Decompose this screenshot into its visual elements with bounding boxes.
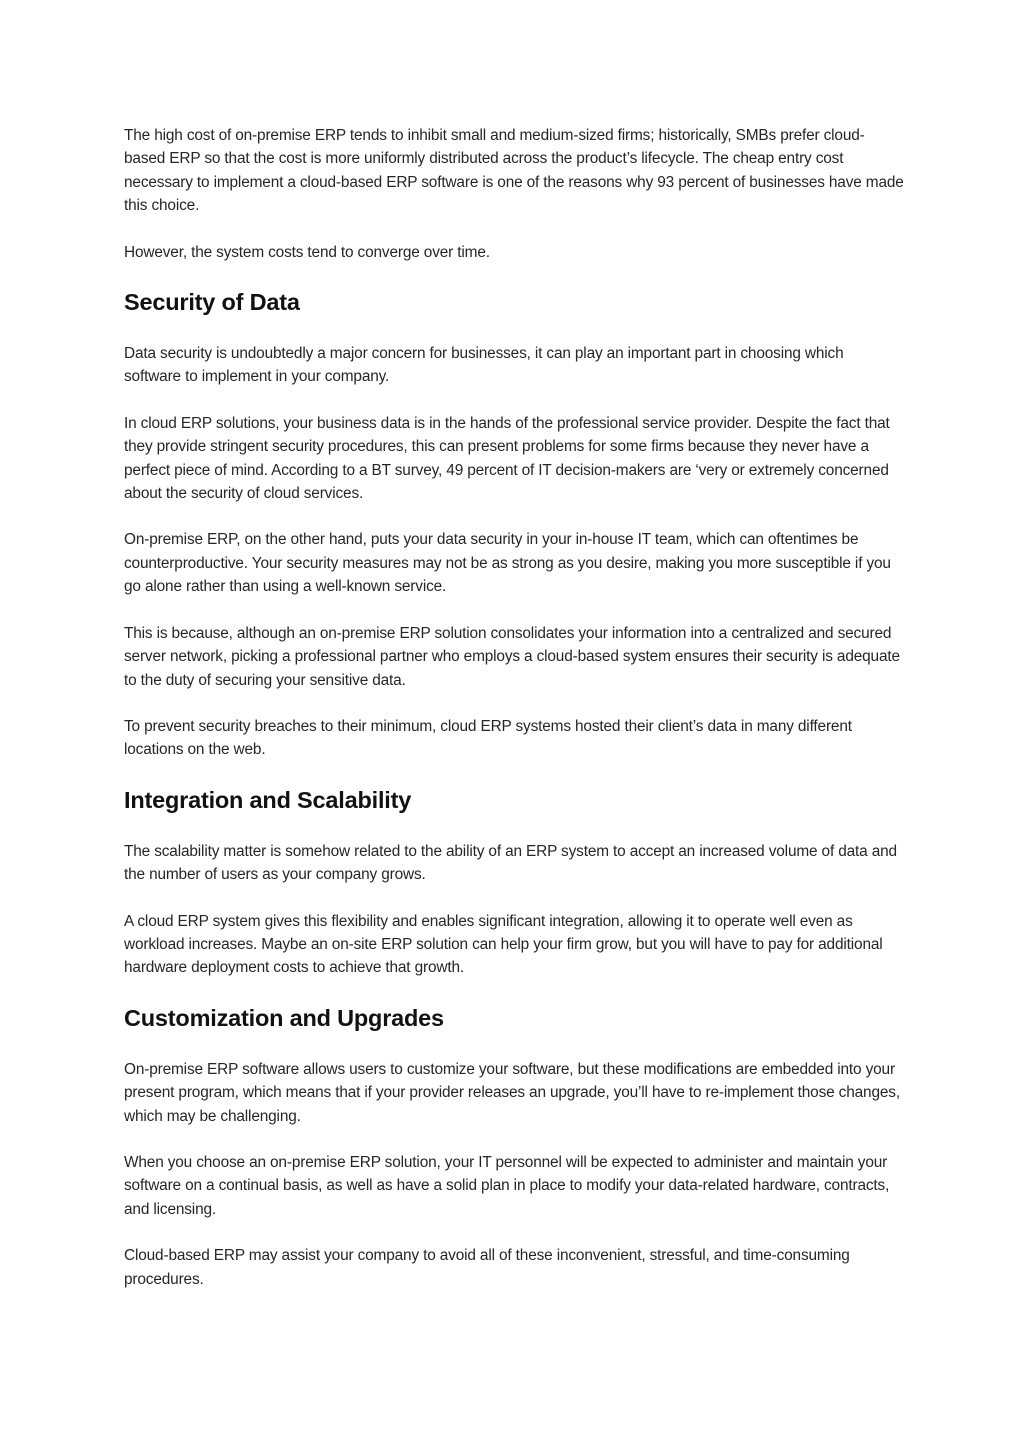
section-customization-and-upgrades — [124, 1003, 904, 1291]
paragraph: A cloud ERP system gives this flexibility and enables significant integration, allowing it to operate well even as workload increases. Maybe an on-site ERP solution can help your firm grow, but you will have to pay for additional hardware deployment costs to achieve that growth. — [124, 912, 883, 977]
intro-section — [124, 124, 904, 264]
section-security-of-data — [124, 287, 904, 762]
paragraph: Data security is undoubtedly a major concern for businesses, it can play an important part in choosing which software to implement in your company. — [124, 345, 844, 386]
paragraph: The high cost of on-premise ERP tends to inhibit small and medium-sized firms; historically, SMBs prefer cloud-based ERP so that the cost is more uniformly distributed across the product’s lifecycle. The cheap entry cost necessary to implement a cloud-based ERP software is one of the reasons why 93 percent of businesses have made this choice. — [124, 127, 904, 215]
section-integration-and-scalability — [124, 785, 904, 980]
paragraph: However, the system costs tend to converge over time. — [124, 243, 490, 261]
section-heading: Customization and Upgrades — [124, 1004, 444, 1031]
section-heading: Security of Data — [124, 289, 300, 316]
paragraph: To prevent security breaches to their minimum, cloud ERP systems hosted their client’s data in many different locations on the web. — [124, 717, 852, 759]
paragraph: The scalability matter is somehow related to the ability of an ERP system to accept an increased volume of data and the number of users as your company grows. — [124, 842, 897, 884]
paragraph: In cloud ERP solutions, your business data is in the hands of the professional service provider. Despite the fact that they provide stringent security procedures, this can present problems for some firms because they never have a perfect piece of mind. According to a BT survey, 49 percent of IT decision-makers are ‘very or extremely concerned about the security of cloud services. — [124, 414, 890, 503]
paragraph: On-premise ERP, on the other hand, puts your data security in your in-house IT team, which can oftentimes be counterproductive. Your security measures may not be as strong as you desire, making you more susceptible if you go alone rather than using a well-known service. — [124, 531, 891, 596]
paragraph: When you choose an on-premise ERP solution, your IT personnel will be expected to administer and maintain your software on a continual basis, as well as have a solid plan in place to modify your data-related hardware, contracts, and licensing. — [124, 1153, 890, 1218]
paragraph: This is because, although an on-premise ERP solution consolidates your information into a centralized and secured server network, picking a professional partner who employs a cloud-based system ensures their security is adequate to the duty of securing your sensitive data. — [124, 624, 900, 689]
document-page — [124, 124, 904, 1314]
paragraph: Cloud-based ERP may assist your company to avoid all of these inconvenient, stressful, and time-consuming procedures. — [124, 1247, 850, 1288]
paragraph: On-premise ERP software allows users to customize your software, but these modifications are embedded into your present program, which means that if your provider releases an upgrade, you’ll have to re-implement those changes, which may be challenging. — [124, 1060, 900, 1125]
section-heading: Integration and Scalability — [124, 786, 412, 813]
